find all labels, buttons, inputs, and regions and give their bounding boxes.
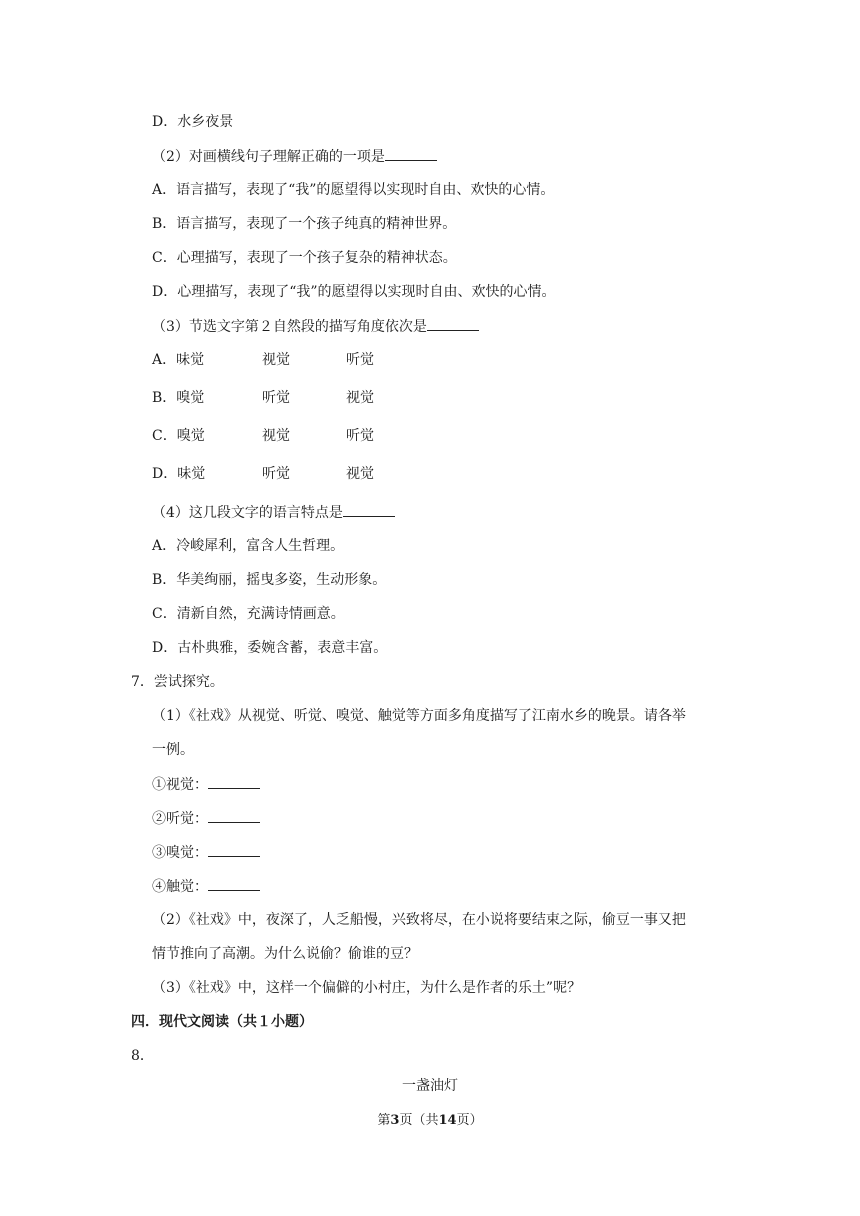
footer-post: 页） xyxy=(456,1113,483,1128)
answer-blank[interactable] xyxy=(208,774,260,789)
answer-blank[interactable] xyxy=(427,316,479,331)
q6-sub4-stem xyxy=(152,502,395,523)
q6-sub4-option-a: A．冷峻犀利，富含人生哲理。 xyxy=(152,538,345,554)
q6-sub3-stem-text: （3）节选文字第２自然段的描写角度依次是 xyxy=(152,319,427,335)
item-label: ④触觉： xyxy=(152,879,208,895)
q6-sub2-option-a: A．语言描写，表现了“我”的愿望得以实现时自由、欢快的心情。 xyxy=(152,182,555,198)
q7-item-tactile xyxy=(152,876,260,897)
q6-option-d-prev: D．水乡夜景 xyxy=(152,114,234,130)
q7-sub3: （3）《社戏》中，这样一个偏僻的小村庄，为什么是作者的乐土”呢？ xyxy=(152,980,582,996)
q6-sub2-option-b: B．语言描写，表现了一个孩子纯真的精神世界。 xyxy=(152,216,457,232)
passage-title: 一盏油灯 xyxy=(402,1078,458,1094)
item-label: ②听觉： xyxy=(152,811,208,827)
q7-item-visual xyxy=(152,774,260,795)
q7-sub1-line1: （1）《社戏》从视觉、听觉、嗅觉、触觉等方面多角度描写了江南水乡的晚景。请各举 xyxy=(152,708,686,724)
answer-blank[interactable] xyxy=(208,808,260,823)
q7-item-auditory xyxy=(152,808,260,829)
option-sense-2: 视觉 xyxy=(262,428,290,444)
q6-sub4-option-d: D．古朴典雅，委婉含蓄，表意丰富。 xyxy=(152,640,388,656)
option-label: B．嗅觉 xyxy=(152,390,205,406)
q6-sub2-stem-text: （2）对画横线句子理解正确的一项是 xyxy=(152,149,385,165)
option-sense-2: 听觉 xyxy=(262,466,290,482)
option-sense-2: 听觉 xyxy=(262,390,290,406)
option-sense-3: 听觉 xyxy=(346,428,374,444)
option-sense-3: 视觉 xyxy=(346,466,374,482)
item-label: ①视觉： xyxy=(152,777,208,793)
q6-sub2-option-c: C．心理描写，表现了一个孩子复杂的精神状态。 xyxy=(152,250,457,266)
q7-item-olfactory xyxy=(152,842,260,863)
q7-sub2-line1: （2）《社戏》中，夜深了，人乏船慢，兴致将尽，在小说将要结束之际，偷豆一事又把 xyxy=(152,912,686,928)
answer-blank[interactable] xyxy=(343,502,395,517)
option-label: C．嗅觉 xyxy=(152,428,205,444)
q8-number: 8． xyxy=(131,1048,154,1064)
q6-sub4-option-b: B．华美绚丽，摇曳多姿，生动形象。 xyxy=(152,572,387,588)
q6-sub2-option-d: D．心理描写，表现了“我”的愿望得以实现时自由、欢快的心情。 xyxy=(152,284,556,300)
section-heading: 四．现代文阅读（共１小题） xyxy=(131,1014,313,1030)
footer-total-pages: 14 xyxy=(438,1113,457,1128)
footer-mid: 页（共 xyxy=(399,1113,439,1128)
footer-pre: 第 xyxy=(377,1113,391,1128)
option-label: A．味觉 xyxy=(152,352,205,368)
q6-sub4-option-c: C．清新自然，充满诗情画意。 xyxy=(152,606,345,622)
q6-sub2-stem xyxy=(152,146,437,167)
q7-sub1-line2: 一例。 xyxy=(152,742,194,758)
option-sense-2: 视觉 xyxy=(262,352,290,368)
q6-sub3-stem xyxy=(152,316,479,337)
footer-page-number: 3 xyxy=(390,1113,400,1128)
q7-title: 7．尝试探究。 xyxy=(131,674,224,690)
item-label: ③嗅觉： xyxy=(152,845,208,861)
option-label: D．味觉 xyxy=(152,466,206,482)
answer-blank[interactable] xyxy=(385,146,437,161)
q7-sub2-line2: 情节推向了高潮。为什么说偷？偷谁的豆？ xyxy=(152,946,418,962)
option-sense-3: 听觉 xyxy=(346,352,374,368)
answer-blank[interactable] xyxy=(208,876,260,891)
answer-blank[interactable] xyxy=(208,842,260,857)
option-sense-3: 视觉 xyxy=(346,390,374,406)
q6-sub4-stem-text: （4）这几段文字的语言特点是 xyxy=(152,505,343,521)
page-footer xyxy=(0,1111,860,1131)
